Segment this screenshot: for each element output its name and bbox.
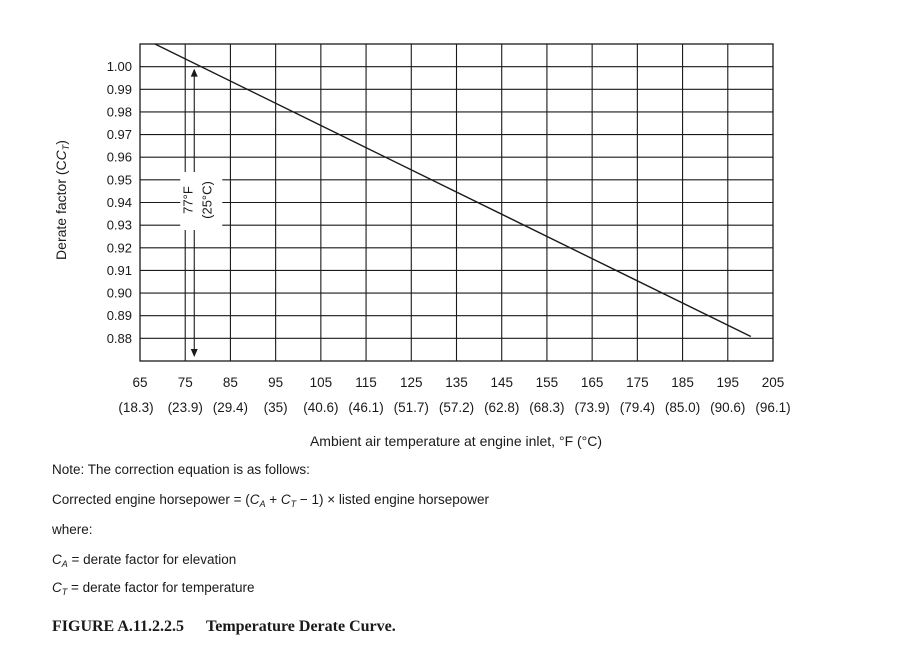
x-tick-label: 175 [626,375,649,390]
chart-grid [140,44,773,361]
reference-arrow-head-down [191,349,198,357]
x-tick-celsius-label: (23.9) [167,400,203,415]
figure-title: Temperature Derate Curve. [206,618,396,635]
eq-ct: C [280,492,291,507]
x-tick-label: 145 [490,375,513,390]
ca-def: = derate factor for elevation [67,552,237,567]
ca-symbol: C [52,552,62,567]
y-axis-label-close: ) [53,140,69,145]
x-tick-celsius-label: (90.6) [710,400,746,415]
eq-plus: + [265,492,281,507]
x-tick-label: 75 [177,375,193,390]
x-tick-label: 205 [761,375,785,390]
x-tick-label: 125 [400,375,423,390]
x-tick-label: 85 [222,375,238,390]
y-tick-label: 0.89 [106,308,132,324]
x-tick-label: 155 [535,375,559,390]
x-tick-label: 135 [445,375,468,390]
eq-ca-sub: A [259,499,266,509]
y-tick-label: 0.92 [106,240,132,256]
y-tick-label: 0.96 [106,149,132,165]
figure-caption [52,618,396,636]
y-axis-label-subscript: T [61,144,71,151]
x-tick-celsius-label: (18.3) [118,400,154,415]
y-tick-label: 0.91 [106,262,132,278]
y-tick-label: 0.97 [106,127,132,143]
y-axis-label [53,140,71,260]
x-tick-celsius-label: (51.7) [393,400,429,415]
note-intro: Note: The correction equation is as follows: [52,462,310,477]
y-axis-label-text: Derate factor (C [53,160,69,260]
x-tick-label: 165 [580,375,604,390]
y-tick-label: 0.93 [106,217,132,233]
x-tick-celsius-label: (68.3) [529,400,565,415]
x-tick-celsius-label: (40.6) [303,400,339,415]
x-tick-celsius-label: (57.2) [438,400,475,415]
y-tick-label: 1.00 [106,59,132,75]
ct-symbol: C [52,580,62,595]
ca-sub: A [61,559,68,569]
x-tick-label: 65 [132,375,148,390]
y-tick-label: 0.88 [106,330,132,346]
note-equation [52,492,489,509]
x-tick-celsius-label: (73.9) [574,400,610,415]
note-ca-definition [52,552,236,569]
x-tick-celsius-label: (46.1) [348,400,384,415]
x-axis-label: Ambient air temperature at engine inlet, °F (°C) [309,433,603,449]
reference-label-c: (25°C) [199,181,215,219]
y-tick-label: 0.94 [106,195,132,210]
ct-def: = derate factor for temperature [67,580,255,595]
x-tick-celsius-label: (62.8) [484,400,520,415]
x-tick-label: 185 [671,375,694,390]
x-tick-celsius-label: (29.4) [212,400,249,415]
note-ct-definition [52,580,254,597]
y-tick-label: 0.95 [106,172,132,188]
eq-suffix: − 1) × listed engine horsepower [296,492,490,507]
x-tick-label: 195 [716,375,740,390]
figure-number: FIGURE A.11.2.2.5 [52,618,185,635]
eq-ca: C [249,492,260,507]
x-tick-label: 95 [268,375,284,390]
y-tick-label: 0.99 [106,81,132,97]
eq-ct-sub: T [290,499,297,509]
x-tick-celsius-label: (96.1) [755,400,791,415]
y-axis-label-symbol: C [53,150,69,161]
x-tick-label: 105 [309,375,333,390]
y-tick-label: 0.90 [106,285,132,301]
x-tick-celsius-label: (35) [263,400,288,415]
reference-label-f: 77°F [180,186,196,214]
ct-sub: T [61,587,68,597]
x-tick-label: 115 [355,375,377,390]
note-where: where: [52,522,93,537]
eq-prefix: Corrected engine horsepower = ( [52,492,250,507]
reference-arrow-head-up [191,69,198,77]
y-tick-label: 0.98 [106,104,132,120]
x-tick-celsius-label: (79.4) [619,400,655,415]
x-tick-celsius-label: (85.0) [664,400,701,415]
